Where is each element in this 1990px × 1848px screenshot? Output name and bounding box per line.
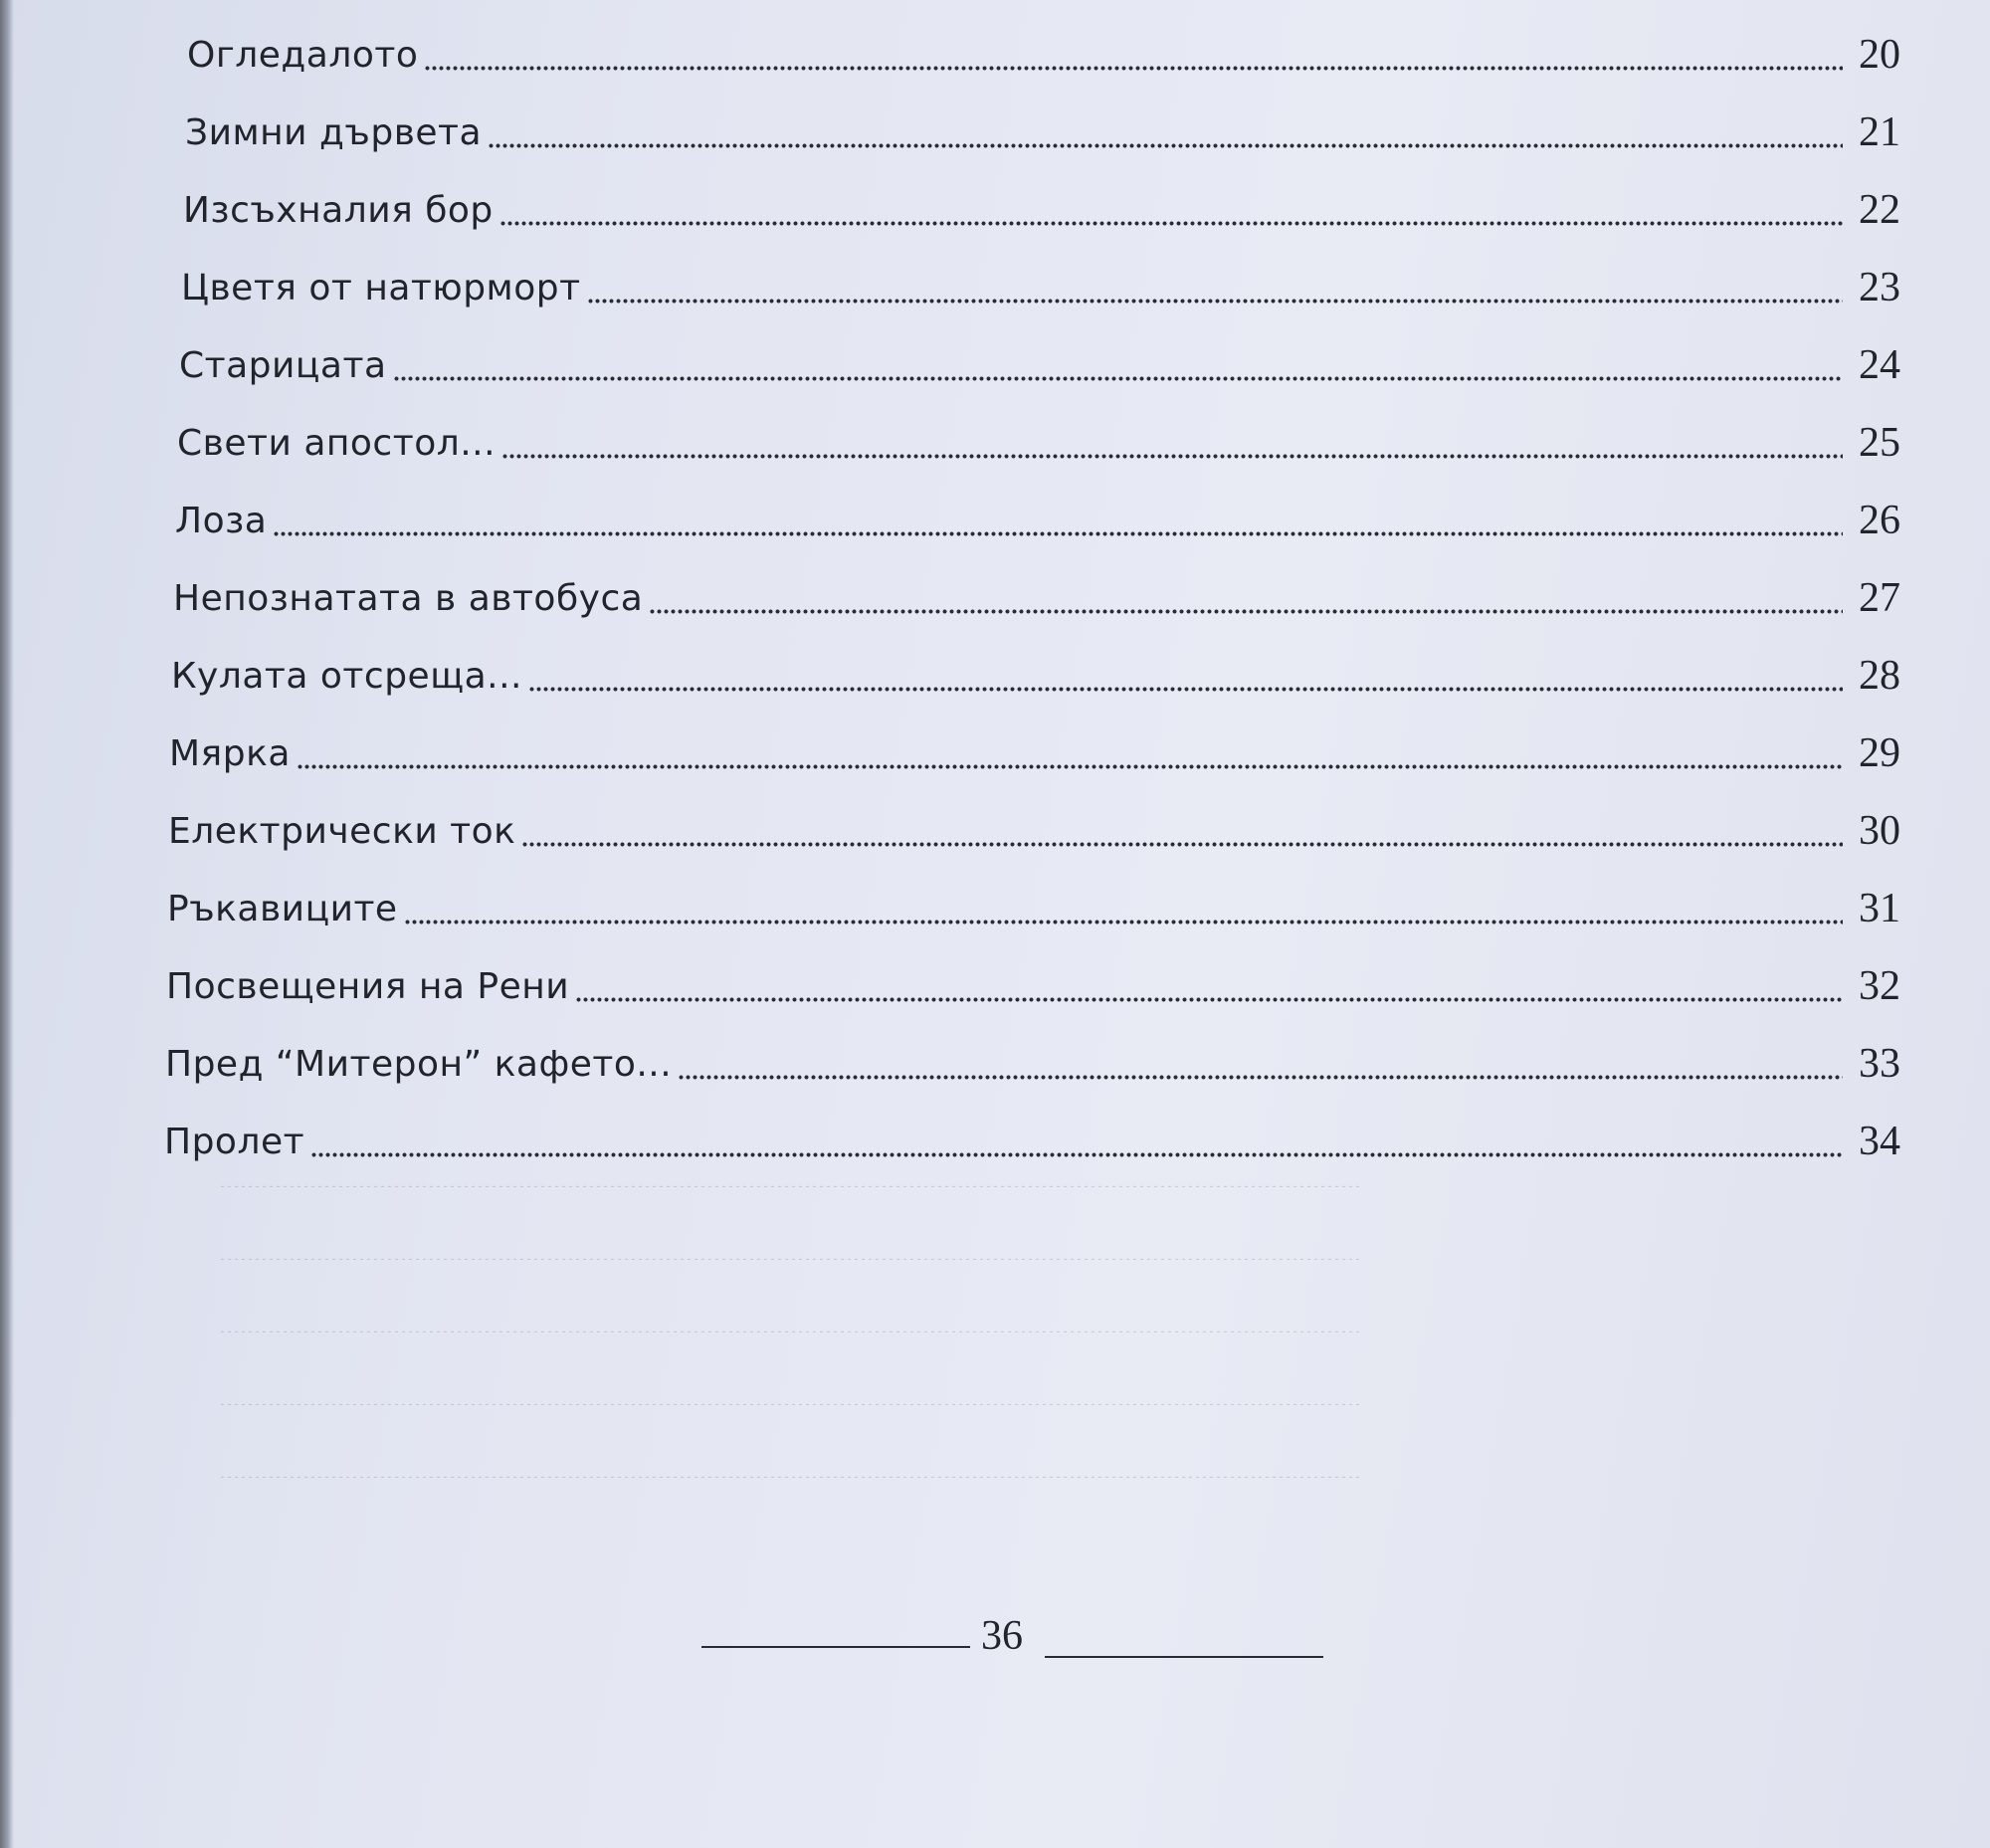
dot-leader (393, 342, 1843, 382)
toc-entry-page: 20 (1859, 32, 1900, 78)
dot-leader (678, 1041, 1843, 1081)
toc-entry (168, 794, 1900, 854)
toc-entry-title: Мярка (169, 733, 291, 774)
toc-entry (187, 18, 1900, 78)
toc-entry-title: Пред “Митерон” кафето... (165, 1044, 673, 1085)
toc-entry (171, 639, 1900, 699)
toc-entry (164, 1105, 1900, 1164)
toc-entry-page: 21 (1859, 109, 1900, 155)
dot-leader (424, 32, 1843, 72)
toc-entry-title: Електрически ток (168, 811, 516, 852)
toc-entry (185, 96, 1900, 155)
toc-entry (183, 173, 1900, 233)
dot-leader (521, 808, 1843, 848)
toc-entry-title: Свети апостол... (177, 423, 497, 464)
toc-entry-title: Непознатата в автобуса (173, 578, 644, 619)
dot-leader (273, 498, 1843, 537)
toc-entry-page: 22 (1859, 187, 1900, 233)
footer-rule-right (1045, 1656, 1323, 1658)
toc-entry-title: Зимни дървета (185, 112, 483, 153)
page-number: 36 (981, 1613, 1023, 1659)
toc-entry-title: Кулата отсреща... (171, 656, 522, 697)
dot-leader (501, 420, 1843, 460)
toc-entry-page: 25 (1859, 420, 1900, 466)
toc-entry-title: Цветя от натюрморт (181, 268, 581, 308)
toc-entry-title: Изсъхналия бор (183, 190, 494, 231)
toc-entry (177, 406, 1900, 466)
toc-entry-title: Лоза (175, 501, 268, 541)
toc-entry-page: 26 (1859, 498, 1900, 543)
toc-entry-page: 34 (1859, 1119, 1900, 1164)
toc-entry (167, 872, 1900, 931)
dot-leader (499, 187, 1843, 227)
toc-entry-title: Посвещения на Рени (166, 966, 570, 1007)
toc-entry-title: Огледалото (187, 35, 419, 76)
toc-entry-page: 23 (1859, 265, 1900, 310)
dot-leader (488, 109, 1843, 149)
toc-entry (165, 1027, 1900, 1087)
dot-leader (310, 1119, 1843, 1158)
toc-entry-page: 29 (1859, 730, 1900, 776)
toc-entry (179, 328, 1900, 388)
toc-entry-page: 27 (1859, 575, 1900, 621)
toc-entry-title: Ръкавиците (167, 889, 398, 929)
dot-leader (404, 886, 1843, 925)
toc-entry-page: 30 (1859, 808, 1900, 854)
toc-entry (175, 484, 1900, 543)
toc-entry-title: Пролет (164, 1122, 305, 1162)
toc-entry-page: 31 (1859, 886, 1900, 931)
toc-entry (181, 251, 1900, 310)
dot-leader (649, 575, 1843, 615)
toc-entry-title: Старицата (179, 345, 387, 386)
toc-entry-page: 32 (1859, 963, 1900, 1009)
toc-entry (173, 561, 1900, 621)
dot-leader (297, 730, 1843, 770)
toc-entry (166, 949, 1900, 1009)
toc-entry-page: 28 (1859, 653, 1900, 699)
dot-leader (575, 963, 1843, 1003)
toc-entry-page: 24 (1859, 342, 1900, 388)
toc-entry (169, 717, 1900, 776)
dot-leader (587, 265, 1843, 305)
footer-rule-left (701, 1646, 970, 1648)
toc-entry-page: 33 (1859, 1041, 1900, 1087)
dot-leader (528, 653, 1843, 693)
